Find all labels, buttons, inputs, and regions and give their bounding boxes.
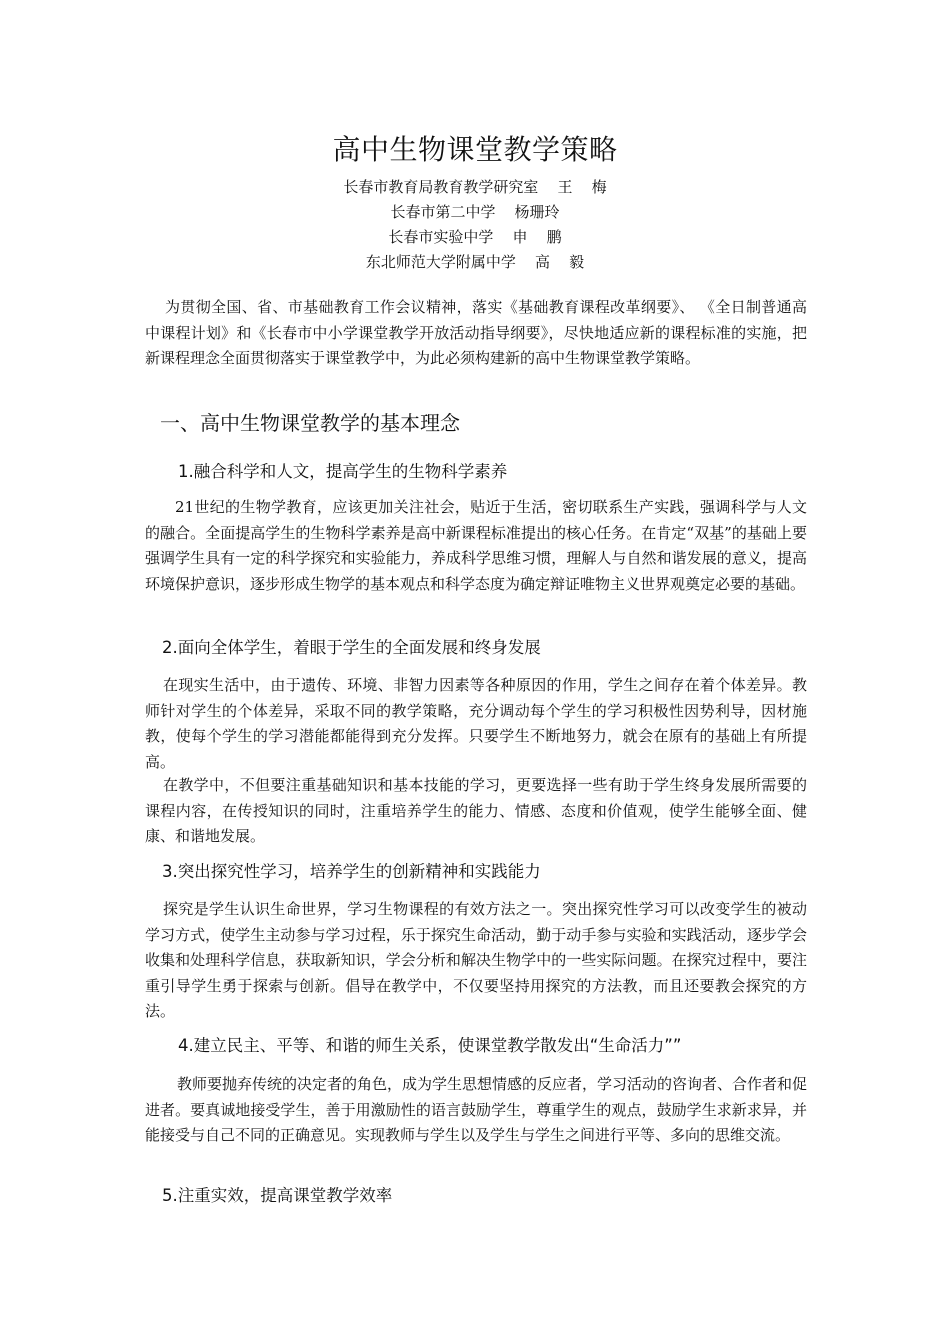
subsection-heading-1: 1.融合科学和人文，提高学生的生物科学素养: [178, 462, 508, 481]
subsection-2-paragraph-2: 在教学中，不但要注重基础知识和基本技能的学习，更要选择一些有助于学生终身发展所需要的课程内容，在传授知识的同时，注重培养学生的能力、情感、态度和价值观，使学生能够全面、健康、和谐地发展。: [145, 776, 807, 845]
author-line-4: 东北师范大学附属中学 高 毅: [365, 253, 585, 271]
author-line-1: 长春市教育局教育教学研究室 王 梅: [343, 178, 607, 196]
subsection-4-paragraph: 教师要抛弃传统的决定者的角色，成为学生思想情感的反应者，学习活动的咨询者、合作者和促进者。要真诚地接受学生，善于用激励性的语言鼓励学生，尊重学生的观点，鼓励学生求新求异，并能接受与自己不同的正确意见。实现教师与学生以及学生与学生之间进行平等、多向的思维交流。: [145, 1075, 808, 1144]
subsection-heading-4: 4.建立民主、平等、和谐的师生关系，使课堂教学散发出“生命活力””: [178, 1036, 682, 1055]
subsection-3-paragraph: 探究是学生认识生命世界，学习生物课程的有效方法之一。突出探究性学习可以改变学生的被动学习方式，使学生主动参与学习过程，乐于探究生命活动，勤于动手参与实验和实践活动，逐步学会收集和处理科学信息，获取新知识，学会分析和解决生物学中的一些实际问题。在探究过程中，要注重引导学生勇于探索与创新。倡导在教学中，不仅要坚持用探究的方法教，而且还要教会探究的方法。: [145, 900, 807, 1020]
subsection-1-paragraph: 21世纪的生物学教育，应该更加关注社会，贴近于生活，密切联系生产实践，强调科学与人文的融合。全面提高学生的生物科学素养是高中新课程标准提出的核心任务。在肯定“双基”的基础上要强调学生具有一定的科学探究和实验能力，养成科学思维习惯，理解人与自然和谐发展的意义，提高环境保护意识，逐步形成生物学的基本观点和科学态度为确定辩证唯物主义世界观奠定必要的基础。: [145, 498, 807, 593]
author-line-3: 长春市实验中学 申 鹏: [388, 228, 562, 246]
author-line-2: 长春市第二中学 杨珊玲: [390, 203, 560, 221]
subsection-heading-5: 5.注重实效，提高课堂教学效率: [162, 1186, 393, 1205]
section-heading-1: 一、高中生物课堂教学的基本理念: [160, 411, 460, 435]
intro-paragraph: 为贯彻全国、省、市基础教育工作会议精神，落实《基础教育课程改革纲要》、 《全日制普通高中课程计划》和《长春市中小学课堂教学开放活动指导纲要》，尽快地适应新的课程标准的实施，把新课程理念全面贯彻落实于课堂教学中，为此必须构建新的高中生物课堂教学策略。: [145, 298, 807, 367]
subsection-2-paragraph-1: 在现实生活中，由于遗传、环境、非智力因素等各种原因的作用，学生之间存在着个体差异。教师针对学生的个体差异，采取不同的教学策略，充分调动每个学生的学习积极性因势利导，因材施教，使每个学生的学习潜能都能得到充分发挥。只要学生不断地努力，就会在原有的基础上有所提高。: [145, 676, 807, 771]
document-title: 高中生物课堂教学策略: [332, 133, 618, 166]
subsection-heading-2: 2.面向全体学生，着眼于学生的全面发展和终身发展: [162, 638, 541, 657]
subsection-heading-3: 3.突出探究性学习，培养学生的创新精神和实践能力: [162, 862, 541, 881]
